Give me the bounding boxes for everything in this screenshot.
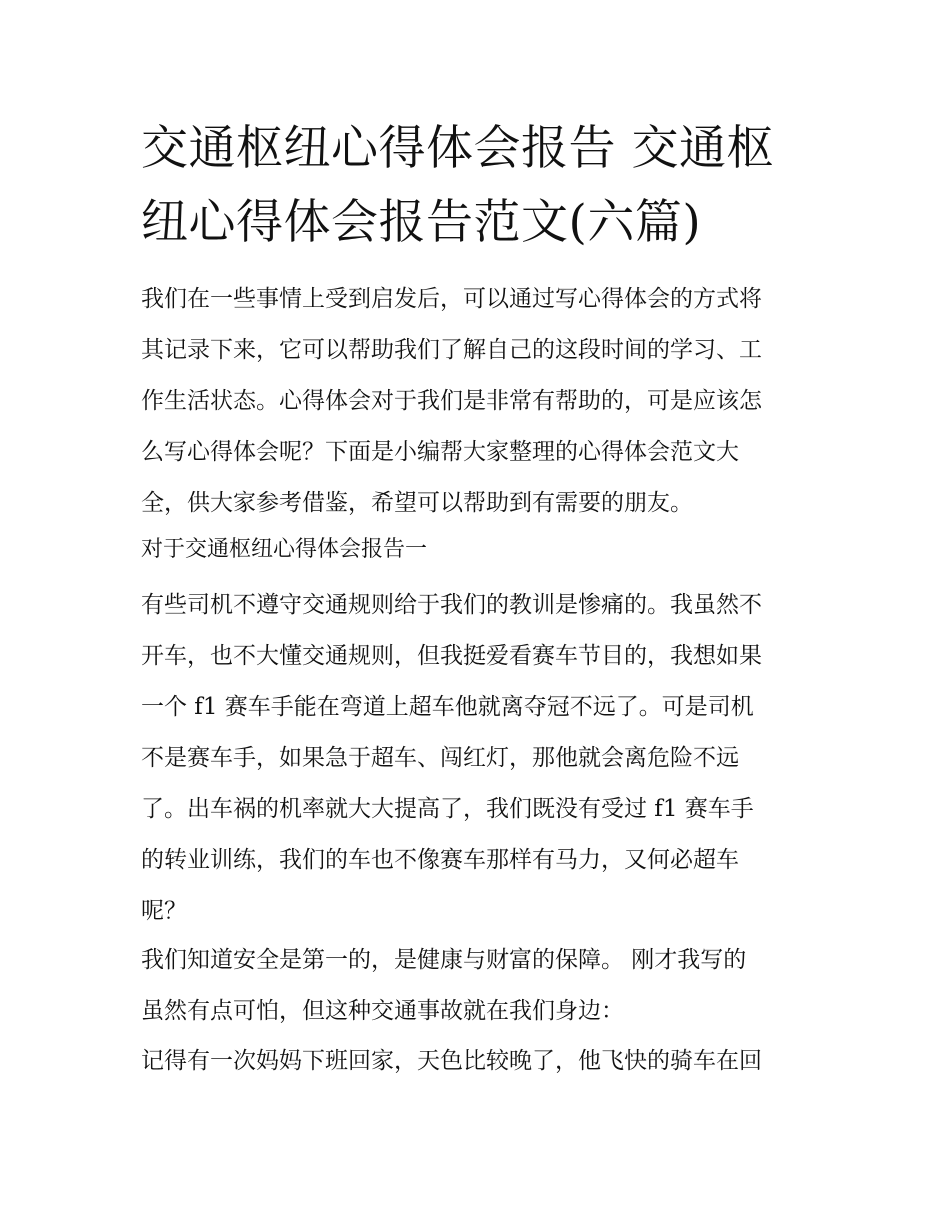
intro-line: 我们在一些事情上受到启发后，可以通过写心得体会的方式将 [141, 286, 762, 312]
paragraph-1-line: 不是赛车手，如果急于超车、闯红灯，那他就会离危险不远 [141, 745, 739, 771]
intro-line: 其记录下来，它可以帮助我们了解自己的这段时间的学习、工 [141, 337, 762, 363]
paragraph-1-line: 的转业训练，我们的车也不像赛车那样有马力，又何必超车 [141, 847, 739, 873]
intro-line: 作生活状态。心得体会对于我们是非常有帮助的，可是应该怎 [141, 388, 762, 414]
paragraph-2-line: 我们知道安全是第一的，是健康与财富的保障。 刚才我写的 [141, 947, 747, 973]
paragraph-2-line: 虽然有点可怕，但这种交通事故就在我们身边： [141, 998, 624, 1024]
section-heading: 对于交通枢纽心得体会报告一 [141, 537, 428, 562]
paragraph-1-line: 一个 f1 赛车手能在弯道上超车他就离夺冠不远了。可是司机 [141, 694, 754, 720]
paragraph-2 [141, 935, 821, 1037]
paragraph-1 [141, 580, 821, 937]
intro-paragraph [141, 274, 821, 529]
document-title [141, 112, 821, 260]
title-line-2: 纽心得体会报告范文(六篇) [141, 195, 702, 250]
paragraph-3 [141, 1036, 821, 1087]
paragraph-1-line: 了。出车祸的机率就大大提高了，我们既没有受过 f1 赛车手 [141, 796, 754, 822]
title-line-1: 交通枢纽心得体会报告 交通枢 [141, 121, 774, 176]
paragraph-1-line: 有些司机不遵守交通规则给于我们的教训是惨痛的。我虽然不 [141, 592, 762, 618]
paragraph-1-line: 开车，也不大懂交通规则，但我挺爱看赛车节目的，我想如果 [141, 643, 762, 669]
intro-line: 全，供大家参考借鉴，希望可以帮助到有需要的朋友。 [141, 490, 693, 516]
paragraph-3-line: 记得有一次妈妈下班回家，天色比较晚了，他飞快的骑车在回 [141, 1048, 762, 1074]
paragraph-1-line: 呢？ [141, 898, 187, 924]
intro-line: 么写心得体会呢？下面是小编帮大家整理的心得体会范文大 [141, 439, 739, 465]
